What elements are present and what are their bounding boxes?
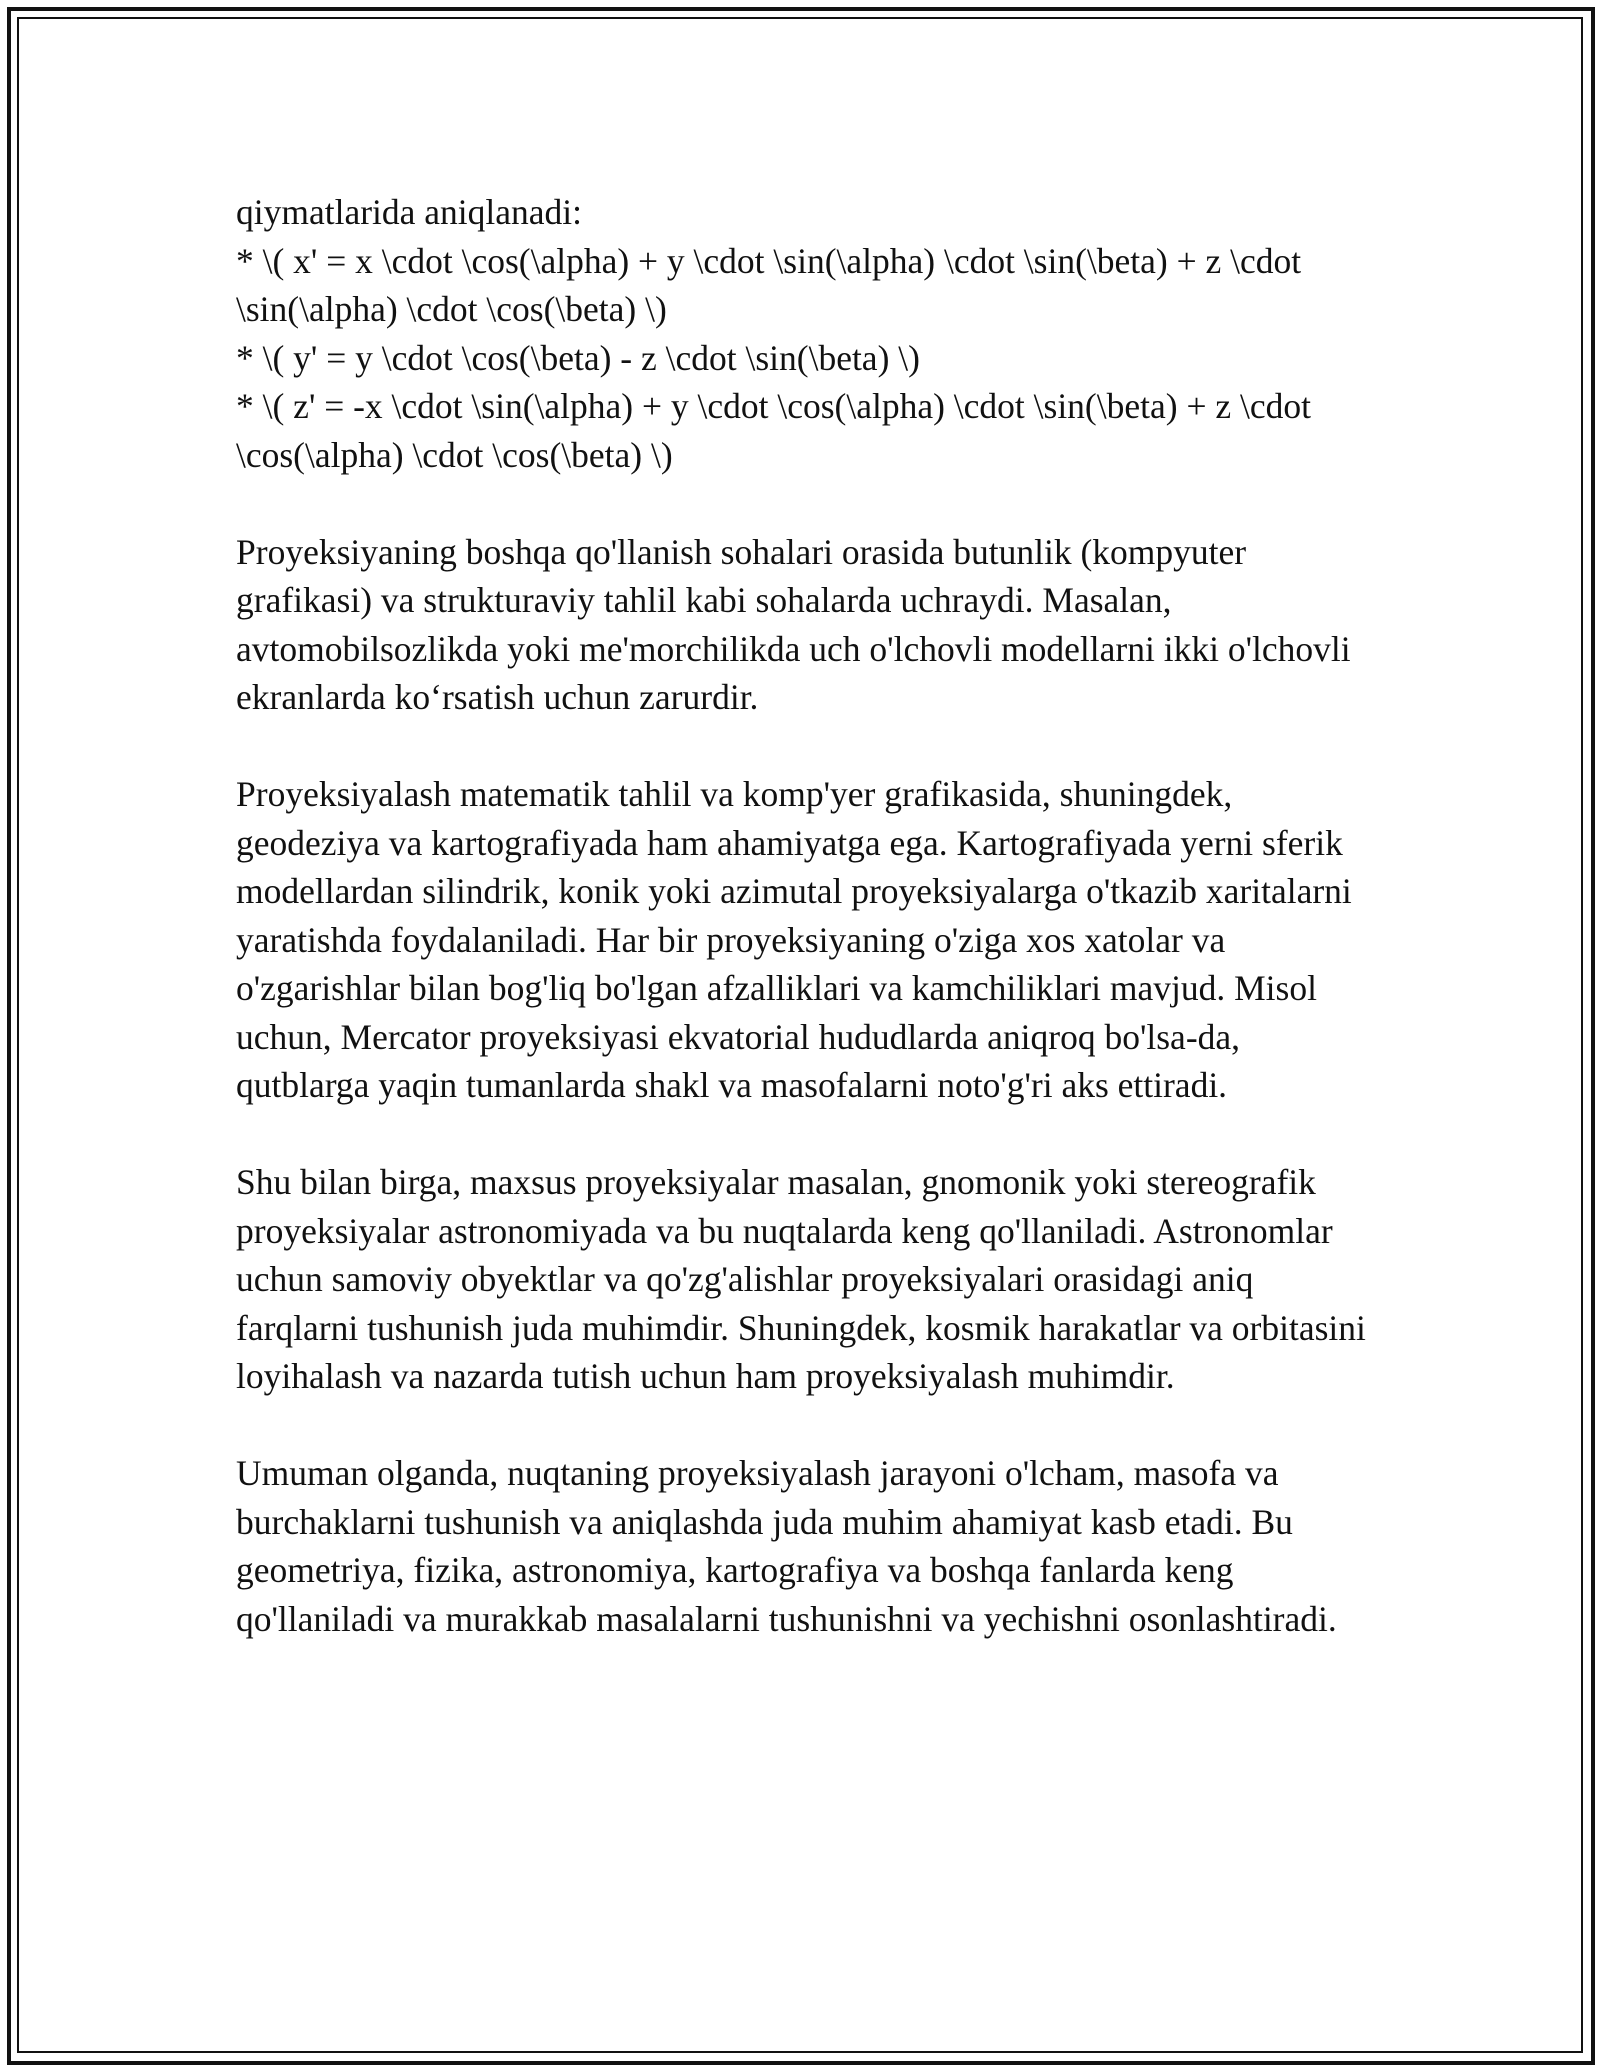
formula-paragraph: qiymatlarida aniqlanadi: * \( x' = x \cdot \cos(\alpha) + y \cdot \sin(\alpha) \cdot \sin(\beta) + z \cdot \sin(\alpha) \cdot \cos(\beta) \) * \( y' = y \cdot \cos(\beta) - z \cdot \sin(\beta) \) * \( z' = -x \cdot \sin(\alpha) + y \cdot \cos(\alpha) \cdot \sin(\beta) + z \cdot \cos(\alpha) \cdot \cos(\beta) \) bbox=[236, 192, 1311, 475]
paragraph-cartography: Proyeksiyalash matematik tahlil va komp'yer grafikasida, shuningdek, geodeziya va kartografiyada ham ahamiyatga ega. Kartografiyada yerni sferik modellardan silindrik, konik yoki azimutal proyeksiyalarga o'tkazib xaritalarni yaratishda foydalaniladi. Har bir proyeksiyaning o'ziga xos xatolar va o'zgarishlar bilan bog'liq bo'lgan afzalliklari va kamchiliklari mavjud. Misol uchun, Mercator proyeksiyasi ekvatorial hududlarda aniqroq bo'lsa-da, qutblarga yaqin tumanlarda shakl va masofalarni noto'g'ri aks ettiradi. bbox=[236, 774, 1352, 1105]
paragraph-applications: Proyeksiyaning boshqa qo'llanish sohalari orasida butunlik (kompyuter grafikasi) va strukturaviy tahlil kabi sohalarda uchraydi. Masalan, avtomobilsozlikda yoki me'morchilikda uch o'lchovli modellarni ikki o'lchovli ekranlarda ko‘rsatish uchun zarurdir. bbox=[236, 531, 1351, 717]
paragraph-conclusion: Umuman olganda, nuqtaning proyeksiyalash jarayoni o'lcham, masofa va burchaklarni tushunish va aniqlashda juda muhim ahamiyat kasb etadi. Bu geometriya, fizika, astronomiya, kartografiya va boshqa fanlarda keng qo'llaniladi va murakkab masalalarni tushunishni va yechishni osonlashtiradi. bbox=[236, 1453, 1337, 1639]
paragraph-astronomy: Shu bilan birga, maxsus proyeksiyalar masalan, gnomonik yoki stereografik proyeksiyalar astronomiyada va bu nuqtalarda keng qo'llaniladi. Astronomlar uchun samoviy obyektlar va qo'zg'alishlar proyeksiyalari orasidagi aniq farqlarni tushunish juda muhimdir. Shuningdek, kosmik harakatlar va orbitasini loyihalash va nazarda tutish uchun ham proyeksiyalash muhimdir. bbox=[236, 1162, 1366, 1396]
document-body bbox=[236, 188, 1376, 1643]
